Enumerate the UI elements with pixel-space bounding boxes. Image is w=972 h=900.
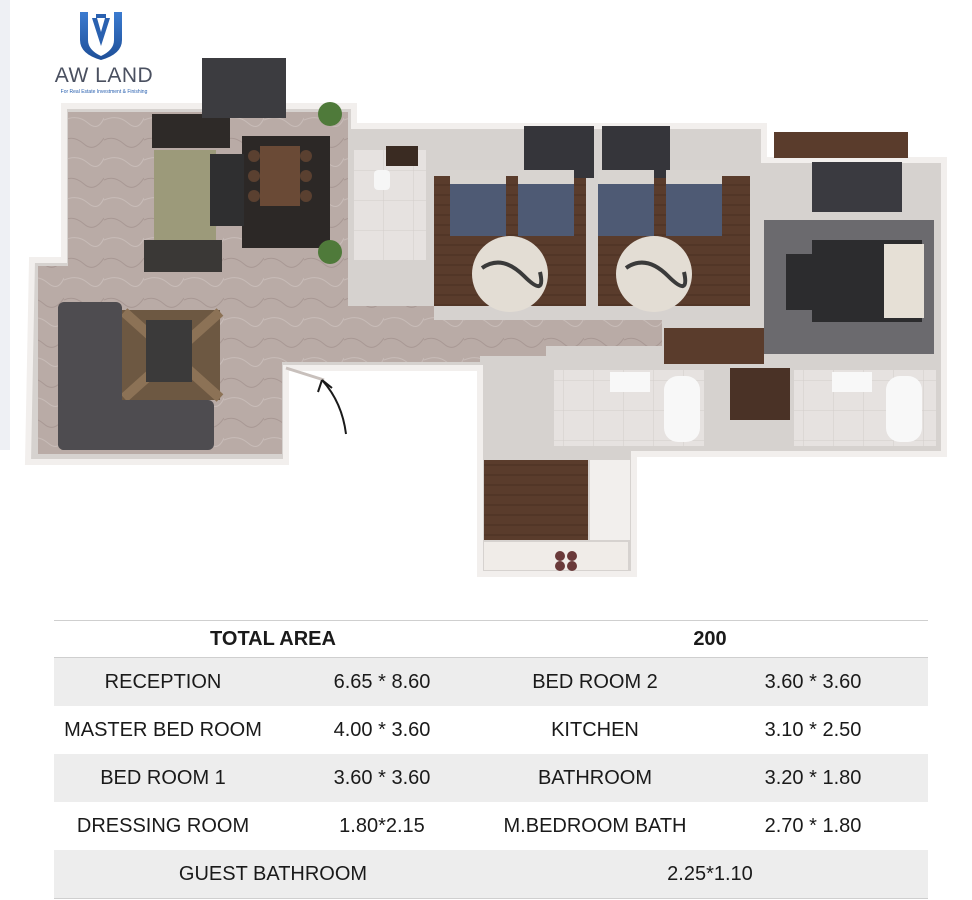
- room-dimensions: 2.25*1.10: [667, 862, 753, 885]
- room-area-table: [54, 620, 928, 899]
- room-dimensions: 1.80*2.15: [339, 814, 425, 837]
- room-name: KITCHEN: [551, 718, 639, 741]
- brand-name: AW LAND: [54, 64, 154, 87]
- room-dimensions: 3.60 * 3.60: [333, 766, 431, 789]
- left-edge-strip: [0, 0, 10, 450]
- floor-plan-render: [24, 50, 954, 580]
- total-area-label: TOTAL AREA: [210, 627, 336, 650]
- table-row: [54, 658, 928, 706]
- room-name: BED ROOM 1: [100, 766, 226, 789]
- room-name: GUEST BATHROOM: [178, 862, 368, 885]
- table-header-row: [54, 620, 928, 658]
- brand-tagline: For Real Estate Investment & Finishing: [60, 89, 148, 95]
- room-dimensions: 4.00 * 3.60: [333, 718, 431, 741]
- room-name: BATHROOM: [537, 766, 653, 789]
- room-name: M.BEDROOM BATH: [503, 814, 687, 837]
- room-name: BED ROOM 2: [532, 670, 658, 693]
- room-dimensions: 6.65 * 8.60: [333, 670, 431, 693]
- room-name: RECEPTION: [104, 670, 222, 693]
- total-area-value: 200: [693, 627, 727, 650]
- table-row: [54, 706, 928, 754]
- room-dimensions: 2.70 * 1.80: [764, 814, 862, 837]
- room-name: MASTER BED ROOM: [64, 718, 262, 741]
- table-footer-row: [54, 850, 928, 899]
- entrance-arrow: [322, 380, 346, 434]
- table-row: [54, 754, 928, 802]
- room-name: DRESSING ROOM: [76, 814, 250, 837]
- room-dimensions: 3.60 * 3.60: [764, 670, 862, 693]
- table-row: [54, 802, 928, 850]
- room-dimensions: 3.20 * 1.80: [764, 766, 862, 789]
- room-dimensions: 3.10 * 2.50: [764, 718, 862, 741]
